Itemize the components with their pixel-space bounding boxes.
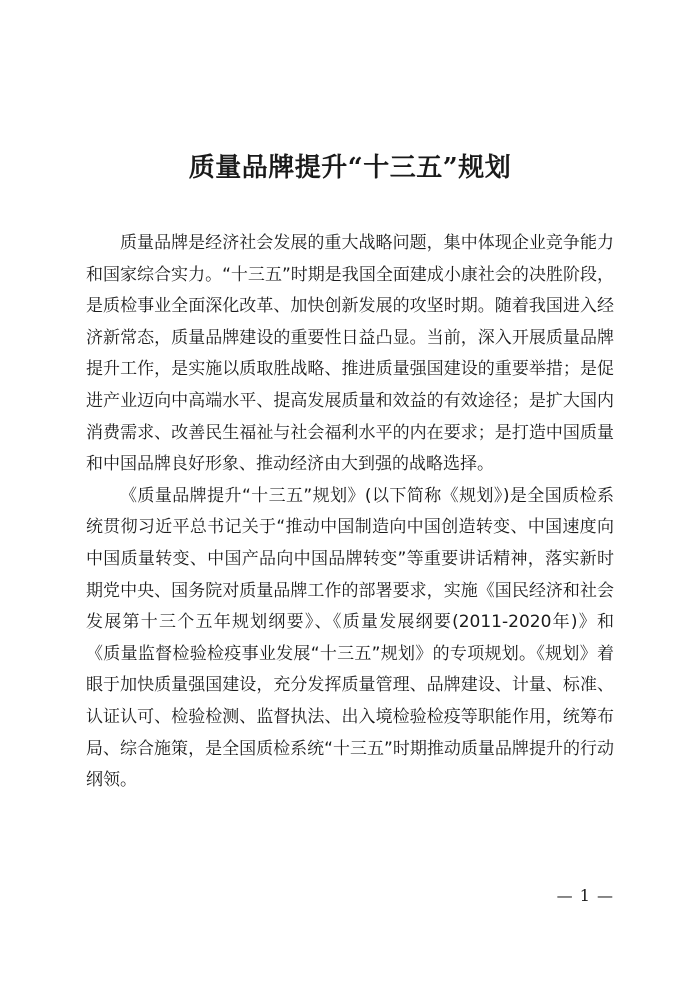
document-title: 质量品牌提升“十三五”规划 (188, 153, 512, 183)
paragraph-2: 《质量品牌提升“十三五”规划》(以下简称《规划》)是全国质检系统贯彻习近平总书记关于“推动中国制造向中国创造转变、中国速度向中国质量转变、中国产品向中国品牌转变”等重要讲话精神，落实新时期党中央、国务院对质量品牌工作的部署要求，实施《国民经济和社会发展第十三个五年规划纲要》、《质量发展纲要(2011-2020年)》和《质量监督检验检疫事业发展“十三五”规划》的专项规划。《规划》着眼于加快质量强国建设，充分发挥质量管理、品牌建设、计量、标准、认证认可、检验检测、监督执法、出入境检验检疫等职能作用，统筹布局、综合施策，是全国质检系统“十三五”时期推动质量品牌提升的行动纲领。 (86, 485, 614, 791)
paragraph-1: 质量品牌是经济社会发展的重大战略问题，集中体现企业竞争能力和国家综合实力。“十三五”时期是我国全面建成小康社会的决胜阶段，是质检事业全面深化改革、加快创新发展的攻坚时期。随着我国进入经济新常态，质量品牌建设的重要性日益凸显。当前，深入开展质量品牌提升工作，是实施以质取胜战略、推进质量强国建设的重要举措；是促进产业迈向中高端水平、提高发展质量和效益的有效途径；是扩大国内消费需求、改善民生福祉与社会福利水平的内在要求；是打造中国质量和中国品牌良好形象、推动经济由大到强的战略选择。 (86, 233, 614, 475)
document-body (86, 228, 614, 797)
page-number: — 1 — (556, 886, 614, 905)
